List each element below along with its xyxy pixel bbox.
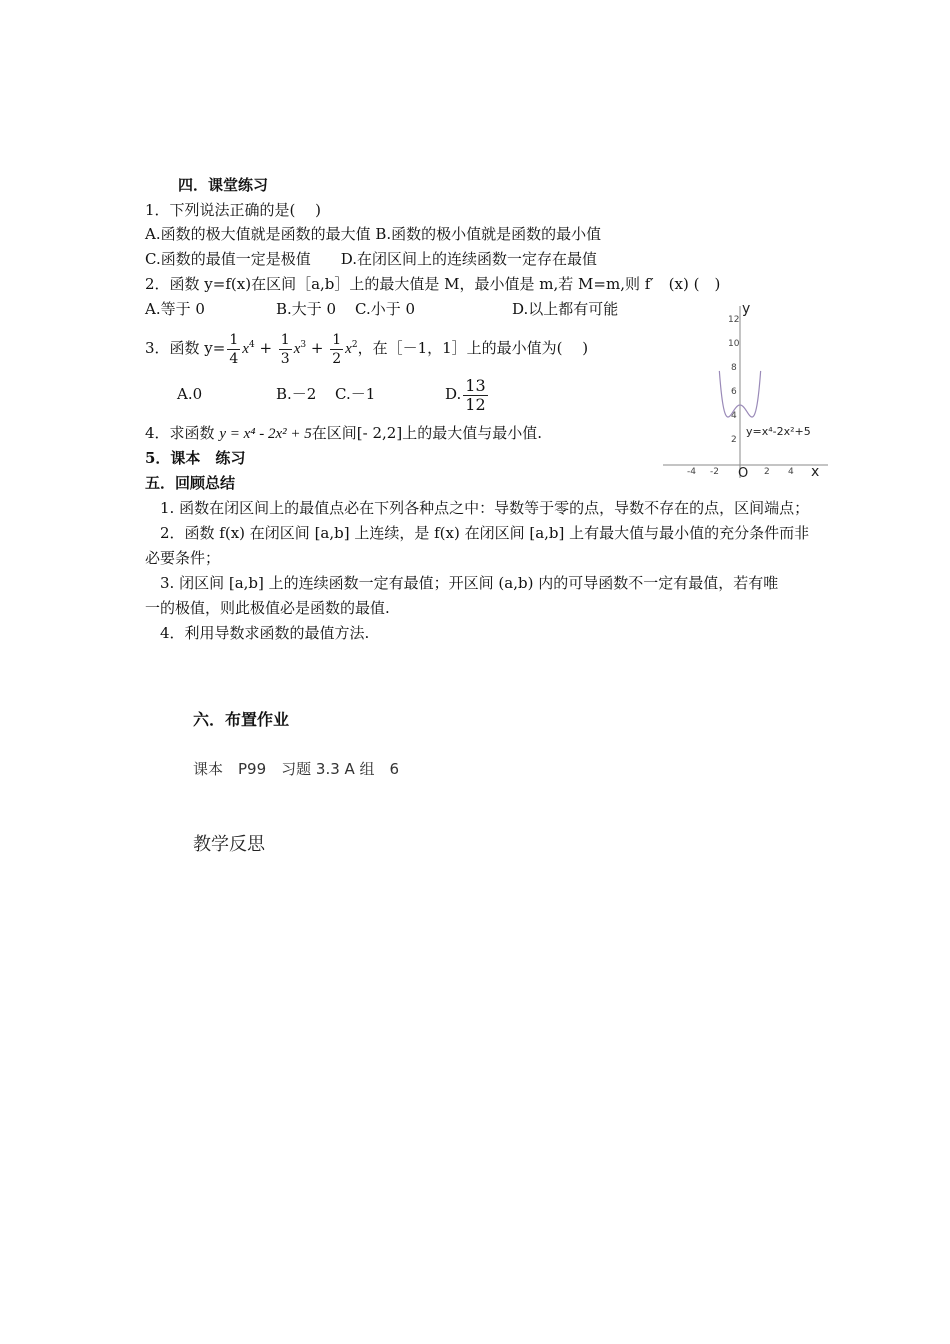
question-2-option-d: D.以上都有可能 [512, 300, 619, 318]
curve-label: y=x⁴-2x²+5 [746, 425, 811, 438]
question-3-option-c: C.－1 [335, 385, 376, 403]
teaching-reflection: 教学反思 [193, 834, 265, 855]
section4-title: 四．课堂练习 [178, 176, 269, 194]
summary-point-2-cont: 必要条件； [145, 549, 221, 567]
question-3-option-d-label: D. [445, 385, 462, 403]
summary-point-3-cont: 一的极值，则此极值必是函数的最值. [145, 599, 390, 617]
homework-assignment: 课本 P99 习题 3.3 A 组 6 [193, 760, 400, 778]
fraction-thirteen-twelfths: $\frac{13}{12}$ [465, 375, 486, 414]
y-tick-label: 8 [731, 363, 737, 373]
y-tick-label: 6 [731, 387, 737, 397]
summary-point-4: 4．利用导数求函数的最值方法. [160, 624, 370, 642]
y-tick-label: 12 [728, 315, 740, 325]
summary-point-2: 2．函数 f(x) 在闭区间 [a,b] 上连续，是 f(x) 在闭区间 [a,b] 上有最大值与最小值的充分条件而非 [160, 524, 810, 542]
question-4-function: y = x⁴ - 2x² + 5 [219, 426, 312, 442]
question-3: 3．函数 y= $\frac{1}{4}$ $x^4$ + $\frac{1}{3}$ $x^3$ + $\frac{1}{2}$ $x^2$，在［－1，1］上的最小值为( ) [145, 331, 589, 367]
question-1-options-cd: C.函数的最值一定是极值 D.在闭区间上的连续函数一定存在最值 [145, 250, 597, 268]
x-tick-label: 4 [788, 467, 794, 477]
section6-title: 六．布置作业 [193, 710, 290, 729]
y-tick-label: 2 [731, 435, 737, 445]
y-axis-label: y [742, 301, 751, 317]
question-3-suffix: ，在［－1，1］上的最小值为( ) [357, 339, 589, 357]
y-tick-label: 10 [728, 339, 740, 349]
fraction-one-third: $\frac{1}{3}$ [280, 331, 290, 367]
summary-point-1: 1. 函数在闭区间上的最值点必在下列各种点之中：导数等于零的点，导数不存在的点，区间端点； [160, 499, 810, 517]
question-4-interval: [- 2,2] [356, 424, 403, 442]
question-2-option-b: B.大于 0 [276, 300, 337, 318]
question-3-option-d [445, 375, 490, 414]
fraction-one-fourth: $\frac{1}{4}$ [229, 331, 239, 367]
x-axis-label: x [811, 464, 820, 480]
x-tick-label: -2 [710, 467, 719, 477]
y-tick-label: 4 [731, 411, 737, 421]
section5-title: 五．回顾总结 [145, 474, 236, 492]
question-5: 5．课本 练习 [145, 449, 246, 467]
x-tick-label: 2 [764, 467, 770, 477]
question-1: 1．下列说法正确的是( ) [145, 201, 322, 219]
summary-point-3: 3. 闭区间 [a,b] 上的连续函数一定有最值；开区间 (a,b) 内的可导函数不一定有最值，若有唯 [160, 574, 779, 592]
fraction-one-half: $\frac{1}{2}$ [332, 331, 342, 367]
question-4: 4．求函数 y = x⁴ - 2x² + 5在区间[- 2,2]上的最大值与最小值. [145, 424, 542, 442]
question-3-prefix: 3．函数 y= [145, 339, 226, 357]
x-tick-label: -4 [687, 467, 696, 477]
question-3-option-a: A.0 [177, 385, 203, 403]
question-3-option-b: B.－2 [276, 385, 317, 403]
question-2: 2．函数 y=f(x)在区间［a,b］上的最大值是 M，最小值是 m,若 M=m,则 f′ (x) ( ) [145, 275, 721, 293]
origin-label: O [738, 466, 749, 480]
question-1-options-ab: A.函数的极大值就是函数的最大值 B.函数的极小值就是函数的最小值 [145, 225, 602, 243]
question-2-option-c: C.小于 0 [355, 300, 416, 318]
function-graph [660, 300, 835, 480]
question-2-option-a: A.等于 0 [145, 300, 205, 318]
